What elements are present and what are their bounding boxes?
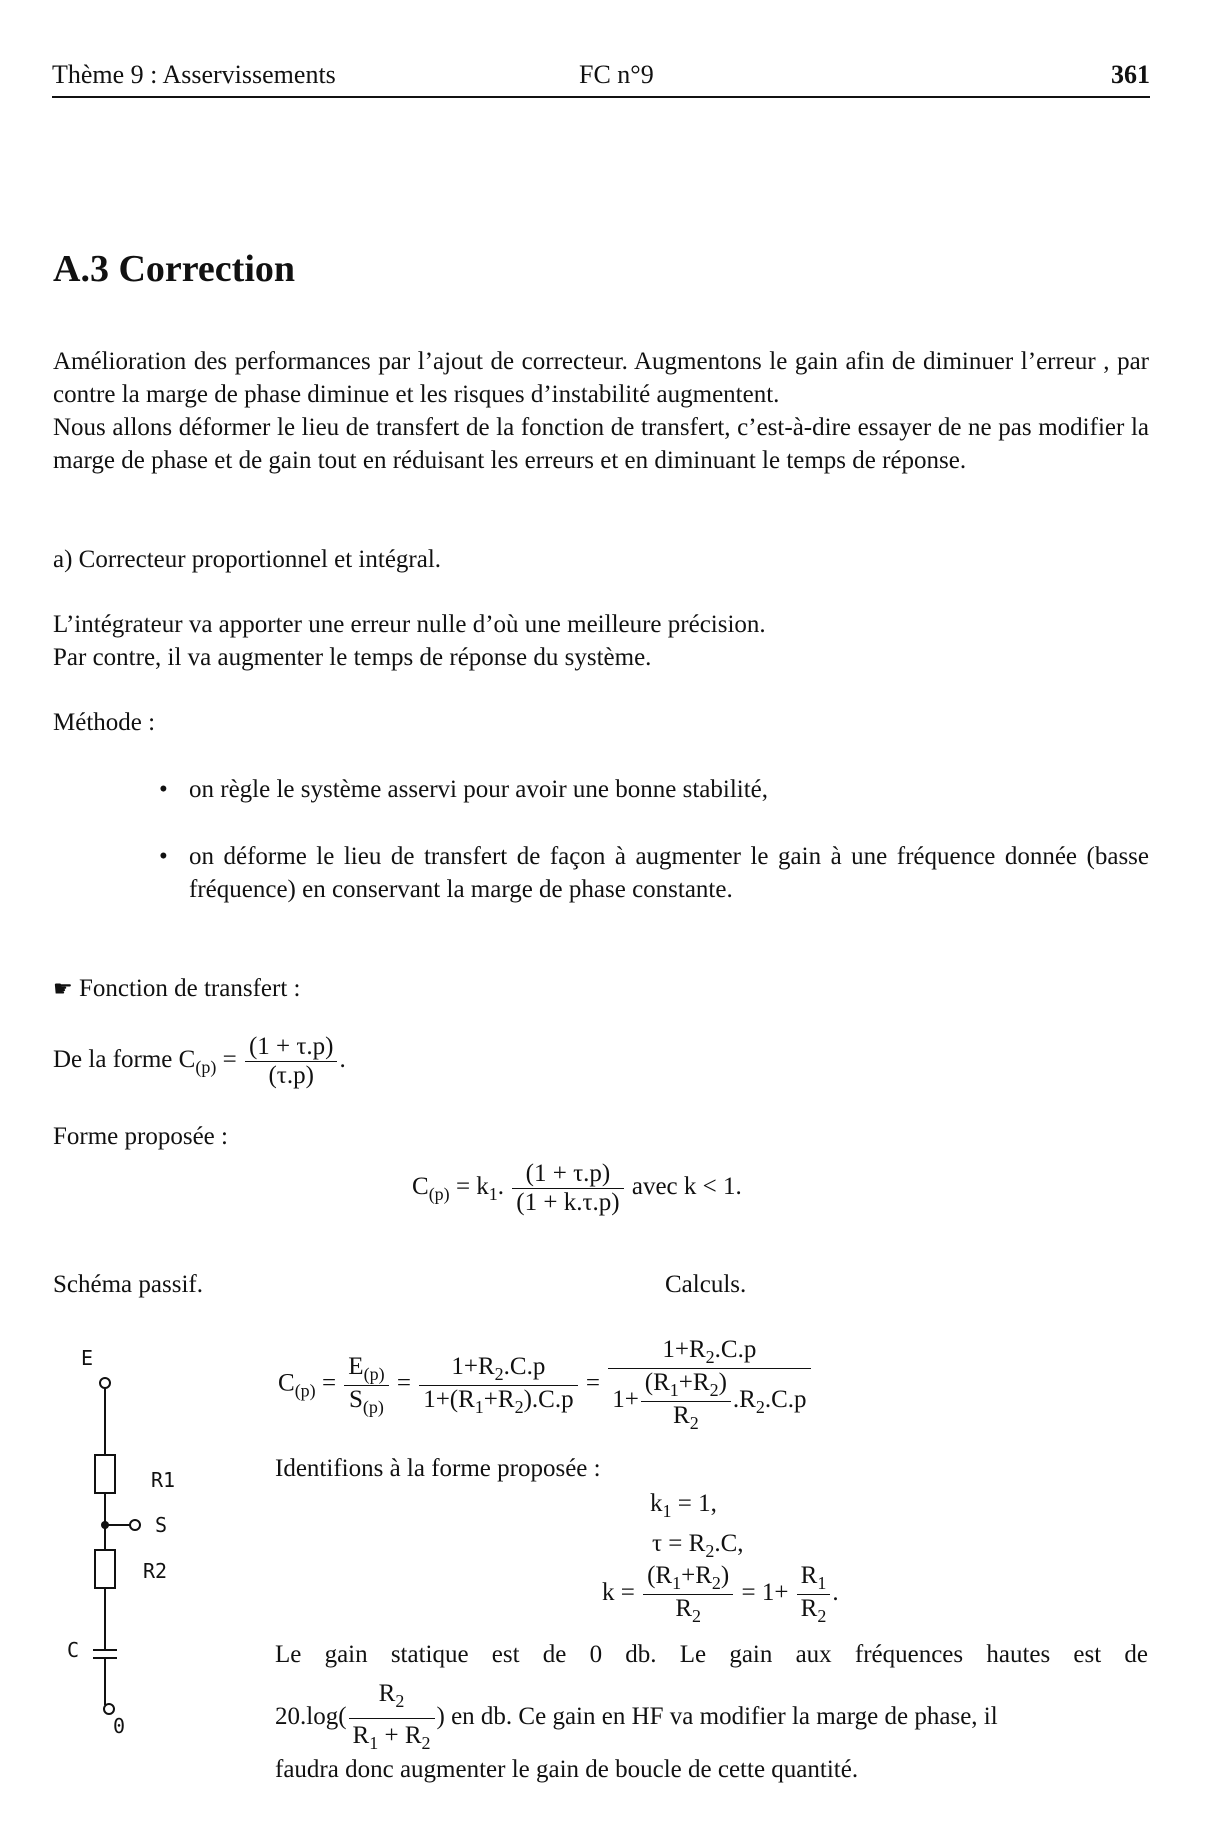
resistor-R1 (95, 1455, 115, 1493)
label-zero: 0 (113, 1714, 126, 1735)
intro-paragraph-1: Amélioration des performances par l’ajout de correcteur. Augmentons le gain afin de diminuer l’erreur , par contre la marge de phase diminue et les risques d’instabilité augmentent. (53, 348, 1149, 408)
bullet-item-2 (159, 840, 1149, 906)
header-theme: Thème 9 : Asservissements (52, 60, 336, 89)
tau-equation: $\tau = R_2.C$, (652, 1530, 744, 1561)
intro-paragraph-2: Nous allons déformer le lieu de transfert de la fonction de transfert, c’est-à-dire essayer de ne pas modifier la marge de phase et de gain tout en réduisant les erreurs et en diminuant le temps de réponse. (53, 414, 1149, 474)
integrator-line-2: Par contre, il va augmenter le temps de réponse du système. (53, 644, 652, 671)
forme-label: De la forme (53, 1046, 173, 1074)
k1-equation: $k_1 = 1$, (650, 1490, 717, 1521)
bullet-text: on déforme le lieu de transfert de façon à augmenter le gain à une fréquence donnée (basse fréquence) en conservant la marge de phase constante. (189, 843, 1149, 903)
forme-fraction: $\frac{(1 + \tau.p)}{(\tau.p)}$ (245, 1033, 338, 1090)
bullet-dot: • (159, 776, 168, 803)
avec-condition: avec k < 1. (631, 1173, 742, 1201)
page-number: 361 (1111, 60, 1150, 89)
identifions-label: Identifions à la forme proposée : (275, 1455, 601, 1482)
subsection-heading: a) Correcteur proportionnel et intégral. (53, 546, 442, 573)
label-R1: R1 (151, 1468, 176, 1492)
gain-text-line-1: Le gain statique est de 0 db. Le gain aux fréquences hautes est de (275, 1641, 1148, 1668)
node-E (100, 1378, 110, 1388)
forme-proposee-equation: $C_{(p)} = k_1$. $\frac{(1 + \tau.p)}{(1 + k.\tau.p)}$ avec k < 1. (412, 1160, 742, 1216)
gain-text-line-2: 20.log( $\frac{R_2}{R_1 + R_2}$ ) en db. Ce gain en HF va modifier la marge de phase, il (275, 1677, 1148, 1760)
schema-label: Schéma passif. (53, 1271, 203, 1298)
bullet-dot: • (159, 843, 168, 870)
label-E: E (81, 1346, 94, 1370)
label-R2: R2 (143, 1559, 168, 1583)
calculs-equation: $C_{(p)}$ = $\frac{E_{(p)}}{S_{(p)}}$ = $\frac{1+R_2.C.p}{1+(R_1+R_2).C.p}$ = $1+R_2.C.p$ 1+ $\frac{(R_1+R_2)}{R_2}$ $.R_2.C.p$ (278, 1336, 813, 1434)
forme-proposee-label: Forme proposée : (53, 1123, 228, 1150)
integrator-line-1: L’intégrateur va apporter une erreur nulle d’où une meilleure précision. (53, 611, 766, 638)
forme-equation: De la forme $C_{(p)}$ = $\frac{(1 + \tau.p)}{(\tau.p)}$ . (53, 1033, 346, 1089)
fonction-heading (53, 972, 300, 1006)
page-header (52, 56, 1150, 98)
methode-label: Méthode : (53, 709, 156, 736)
rc-circuit-diagram (55, 1335, 215, 1735)
section-title: A.3 Correction (53, 248, 296, 290)
bullet-item-1 (159, 773, 1149, 806)
k-equation: k = $\frac{(R_1+R_2)}{R_2}$ = 1+ $\frac{R_1}{R_2}$ . (602, 1562, 839, 1626)
fonction-label: Fonction de transfert : (78, 975, 301, 1002)
gain-fraction: $\frac{R_2}{R_1 + R_2}$ (349, 1677, 435, 1760)
node-zero (104, 1704, 114, 1714)
node-S (130, 1520, 140, 1530)
bullet-text: on règle le système asservi pour avoir une bonne stabilité, (189, 776, 769, 803)
calculs-label: Calculs. (665, 1271, 747, 1298)
pointing-hand-icon: ☛ (53, 977, 73, 1002)
gain-text-line-3: faudra donc augmenter le gain de boucle de cette quantité. (275, 1756, 859, 1783)
label-C: C (67, 1638, 80, 1662)
label-S: S (155, 1513, 168, 1537)
proposee-fraction: $\frac{(1 + \tau.p)}{(1 + k.\tau.p)}$ (512, 1160, 623, 1217)
header-fc: FC n°9 (579, 60, 654, 89)
resistor-R2 (95, 1550, 115, 1588)
